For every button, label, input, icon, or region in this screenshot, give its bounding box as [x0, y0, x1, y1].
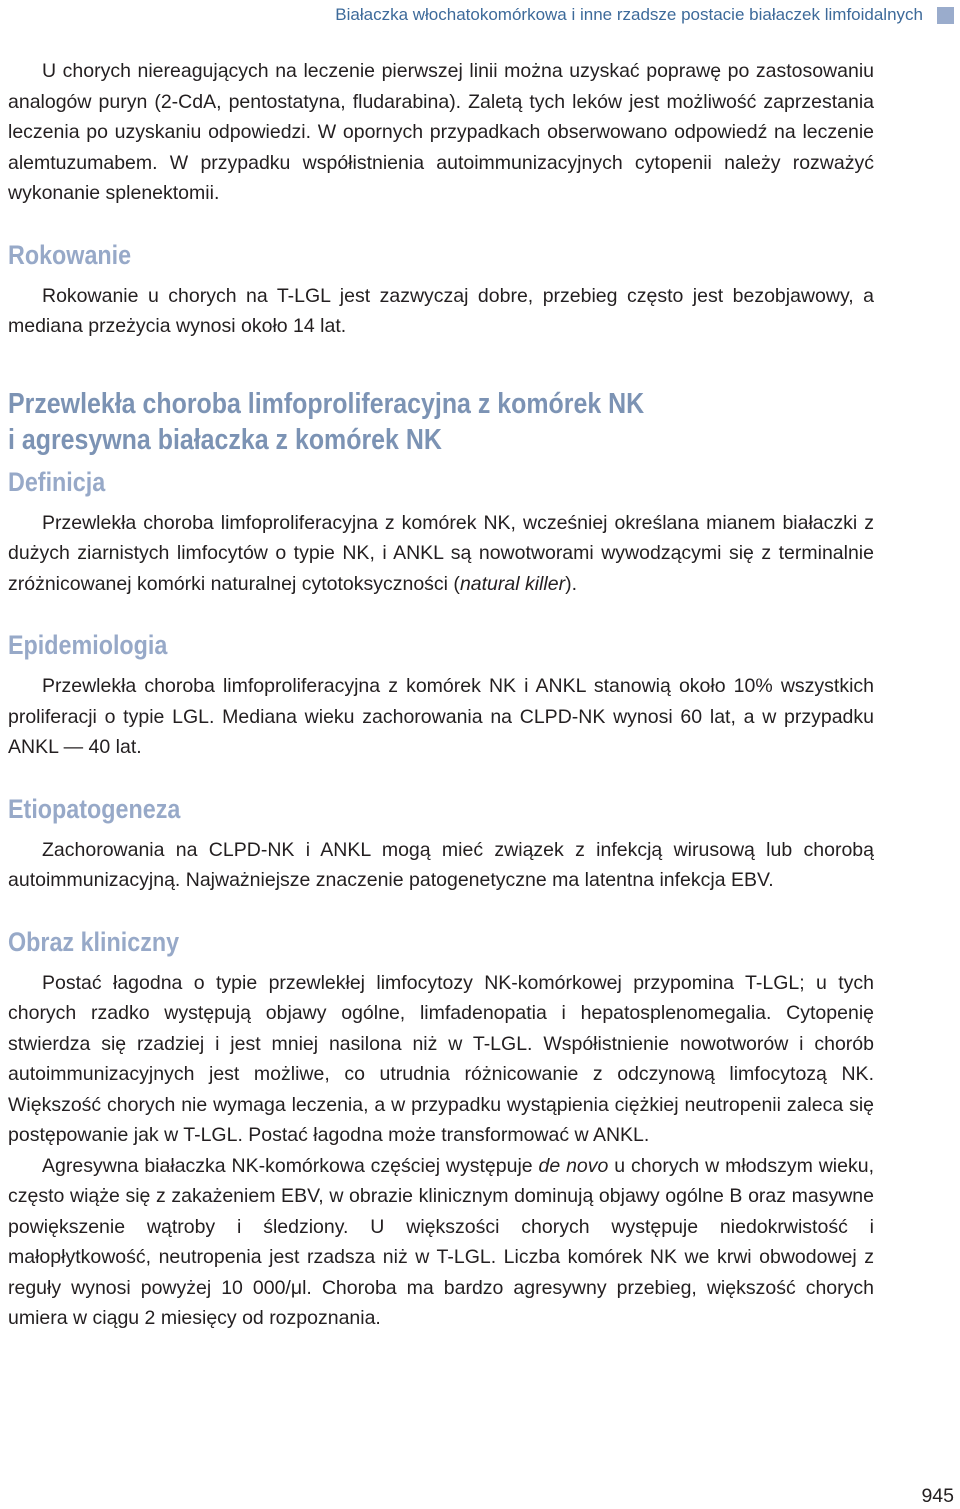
- obraz-kliniczny-heading: Obraz kliniczny: [8, 926, 180, 957]
- obraz-kliniczny-paragraph-1: Postać łagodna o typie przewlekłej limfocytozy NK-komórkowej przypomina T-LGL; u tych chorych rzadko występują objawy ogólne, limfadenopatia i hepatosplenomegalia. Cytopenię stwierdza się rzadziej i jest mniej nasilona niż w T-LGL. Współistnienie nowotworów i chorób autoimmunizacyjnych jest możliwe, co utrudnia różnicowanie z odczynową limfocytozą NK. Większość chorych nie wymaga leczenia, a w przypadku wystąpienia ciężkiej neutropenii zaleca się postępowanie jak w T-LGL. Postać łagodna może transformować w ANKL.: [8, 971, 874, 1146]
- chapter-title-line1: Przewlekła choroba limfoproliferacyjna z komórek NK: [8, 387, 645, 420]
- chapter-title: [8, 386, 874, 458]
- definicja-text-italic: natural killer: [459, 572, 566, 595]
- obraz-kliniczny-text-italic: de novo: [538, 1154, 609, 1177]
- page-content: [8, 56, 874, 1334]
- header-square-icon: [937, 7, 954, 24]
- obraz-kliniczny-paragraph-2: [8, 1151, 874, 1334]
- rokowanie-heading: Rokowanie: [8, 239, 132, 270]
- etiopatogeneza-heading: Etiopatogeneza: [8, 793, 181, 824]
- intro-paragraph: U chorych niereagujących na leczenie pierwszej linii można uzyskać poprawę po zastosowaniu analogów puryn (2-CdA, pentostatyna, fludarabina). Zaletą tych leków jest możliwość zaprzestania leczenia po uzyskaniu odpowiedzi. W opornych przypadkach obserwowano odpowiedź na leczenie alemtuzumabem. W przypadku współistnienia autoimmunizacyjnych cytopenii należy rozważyć wykonanie splenektomii.: [8, 60, 874, 204]
- obraz-kliniczny-text-after: u chorych w młodszym wieku, często wiąże się z zakażeniem EBV, w obrazie klinicznym dominują objawy ogólne B oraz masywne powiększenie wątroby i śledziony. U większości chorych występuje niedokrwistość i małopłytkowość, neutropenia jest rzadsza niż w T-LGL. Liczba komórek NK we krwi obwodowej z reguły wynosi powyżej 10 000/μl. Choroba ma bardzo agresywny przebieg, większość chorych umiera w ciągu 2 miesięcy od rozpoznania.: [8, 1154, 874, 1329]
- definicja-text-before: Przewlekła choroba limfoproliferacyjna z komórek NK, wcześniej określana mianem białaczki z dużych ziarnistych limfocytów o typie NK, i ANKL są nowotworami wywodzącymi się z terminalnie zróżnicowanej komórki naturalnej cytotoksyczności (: [8, 511, 874, 595]
- epidemiologia-heading: Epidemiologia: [8, 630, 168, 660]
- chapter-title-line2: i agresywna białaczka z komórek NK: [8, 423, 442, 456]
- definicja-paragraph: [8, 508, 874, 600]
- page-number: 945: [921, 1485, 954, 1507]
- running-title: Białaczka włochatokomórkowa i inne rzadsze postacie białaczek limfoidalnych: [335, 5, 923, 24]
- definicja-heading: Definicja: [8, 466, 106, 497]
- rokowanie-paragraph: Rokowanie u chorych na T-LGL jest zazwyczaj dobre, przebieg często jest bezobjawowy, a mediana przeżycia wynosi około 14 lat.: [8, 284, 874, 337]
- etiopatogeneza-paragraph: Zachorowania na CLPD-NK i ANKL mogą mieć związek z infekcją wirusową lub chorobą autoimmunizacyjną. Najważniejsze znaczenie patogenetyczne ma latentna infekcja EBV.: [8, 838, 874, 891]
- running-header: [335, 4, 954, 26]
- epidemiologia-paragraph: Przewlekła choroba limfoproliferacyjna z komórek NK i ANKL stanowią około 10% wszystkich proliferacji o typie LGL. Mediana wieku zachorowania na CLPD-NK wynosi 60 lat, a w przypadku ANKL — 40 lat.: [8, 675, 874, 758]
- obraz-kliniczny-text-before: Agresywna białaczka NK-komórkowa częściej występuje: [42, 1154, 539, 1177]
- definicja-text-after: ).: [565, 572, 577, 595]
